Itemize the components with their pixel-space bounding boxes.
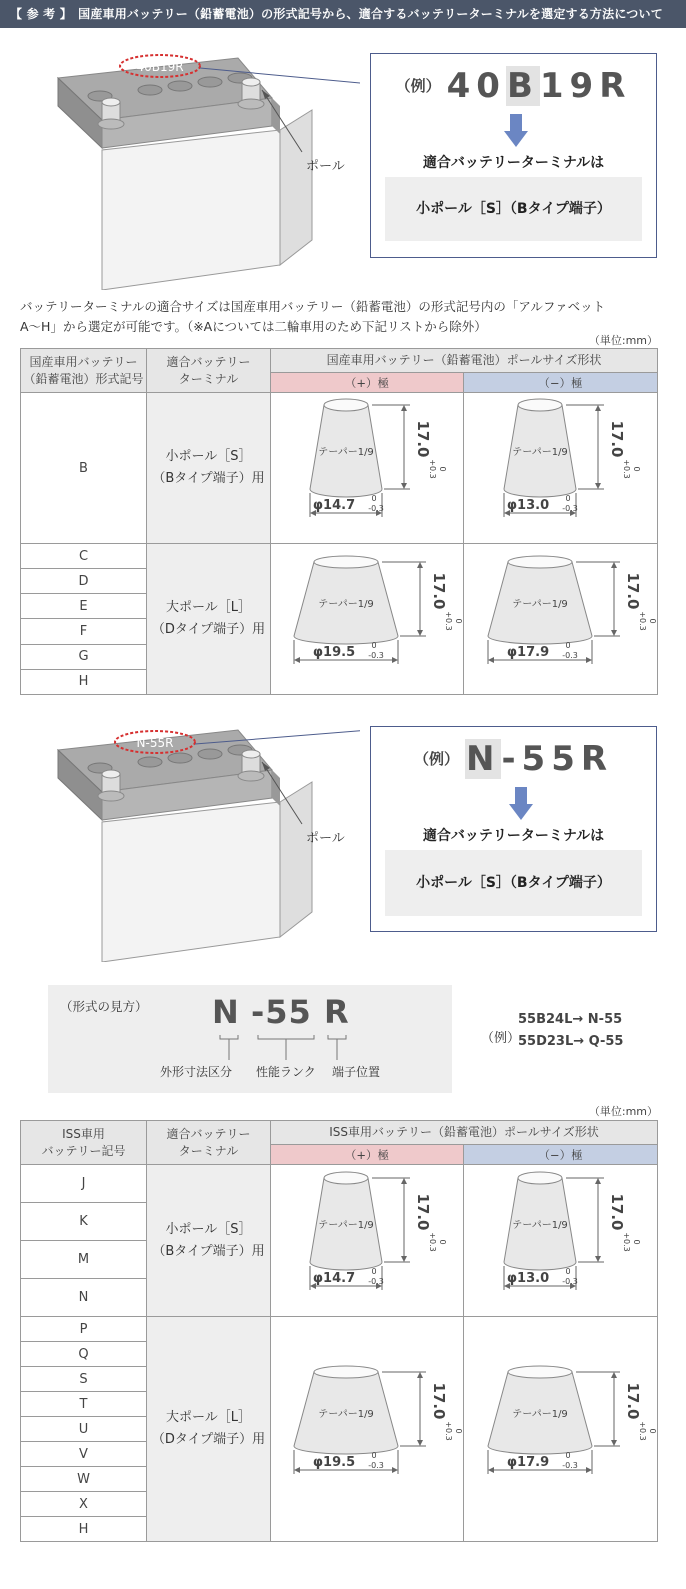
height-value: 17.0 <box>430 572 448 610</box>
diameter-tolerance-up: 0 <box>564 1451 571 1460</box>
format-example-prefix: （例） <box>481 1031 521 1046</box>
col-header-code: ISS車用 バッテリー記号 <box>21 1121 147 1165</box>
diameter-value: φ17.9 <box>506 1455 549 1470</box>
diameter-tolerance-up: 0 <box>371 641 377 650</box>
height-tolerance-down: 0 <box>454 618 463 624</box>
pole-label-1: ポール <box>306 159 345 174</box>
pole-top <box>518 399 562 411</box>
battery-label-2: N-55R <box>136 736 174 750</box>
height-tolerance-down: 0 <box>647 1428 657 1434</box>
code-cell: Q <box>21 1342 147 1367</box>
code-cell: T <box>21 1392 147 1417</box>
code-cell: F <box>21 619 147 644</box>
pole-top <box>508 1366 572 1378</box>
format-example-1: 55B24L→ N-55 <box>518 1012 623 1027</box>
code-cell: H <box>21 1517 147 1542</box>
height-tolerance-down: 0 <box>454 1428 463 1434</box>
down-arrow-icon <box>509 787 533 821</box>
diameter-tolerance-up: 0 <box>564 641 571 650</box>
format-bracket-lines <box>48 985 452 1093</box>
col-header-terminal: 適合バッテリー ターミナル <box>147 1121 271 1165</box>
terminal-cell: 小ポール［S］ （Bタイプ端子）用 <box>147 1165 271 1317</box>
height-tolerance-up: +0.3 <box>621 1231 631 1252</box>
terminal-cell: 大ポール［L］ （Dタイプ端子）用 <box>147 544 271 695</box>
taper-label: テーパー1/9 <box>318 599 374 610</box>
pole-top <box>324 1172 368 1184</box>
code-cell: X <box>21 1492 147 1517</box>
code-cell: H <box>21 669 147 694</box>
diameter-value: φ19.5 <box>312 1455 356 1470</box>
example-box-2 <box>370 726 657 932</box>
taper-label: テーパー1/9 <box>318 447 374 458</box>
plus-header: （+）極 <box>271 373 464 393</box>
diameter-tolerance-down: -0.3 <box>368 1461 384 1470</box>
height-tolerance-down: 0 <box>438 1238 447 1245</box>
pole-top <box>314 556 378 568</box>
pole-diagram <box>271 393 464 544</box>
intro-text: バッテリーターミナルの適合サイズは国産車用バッテリー（鉛蓄電池）の形式記号内の「アルファベット A〜H」から選定が可能です。（※Aについては二輪車用のため下記リストから除外） <box>20 299 606 334</box>
minus-header: （−）極 <box>464 373 658 393</box>
format-example-2: 55D23L→ Q-55 <box>518 1034 624 1049</box>
height-value: 17.0 <box>623 1382 642 1420</box>
pole-top <box>314 1366 378 1378</box>
pole-diagram <box>464 1317 658 1542</box>
format-caption: （形式の見方） <box>60 999 148 1014</box>
code-cell: E <box>21 594 147 619</box>
code-cell: N <box>21 1279 147 1317</box>
height-tolerance-up: +0.3 <box>428 459 437 479</box>
col-header-pole: ISS車用バッテリー（鉛蓄電池）ポールサイズ形状 <box>271 1121 658 1145</box>
unit-label-1: （単位:mm） <box>588 334 658 347</box>
height-value: 17.0 <box>607 1192 626 1231</box>
diameter-value: φ14.7 <box>312 1270 356 1286</box>
diameter-tolerance-down: -0.3 <box>368 504 384 513</box>
code-cell: K <box>21 1203 147 1241</box>
battery-label-1: 40B19R <box>136 60 184 74</box>
pole-diagram <box>271 1317 464 1542</box>
pole-diagram <box>464 1165 658 1317</box>
diameter-tolerance-up: 0 <box>371 1451 377 1460</box>
example-box-1 <box>370 53 657 258</box>
diameter-value: φ14.7 <box>312 498 356 513</box>
format-part-terminal: R <box>324 993 350 1031</box>
pole-label-2: ポール <box>306 831 345 846</box>
pole-diagram <box>271 544 464 695</box>
unit-label-2: （単位:mm） <box>588 1105 658 1118</box>
format-box <box>48 985 452 1093</box>
pole-diagram <box>464 544 658 695</box>
height-tolerance-down: 0 <box>631 1238 641 1245</box>
format-part-rank: -55 <box>251 993 312 1031</box>
diameter-tolerance-down: -0.3 <box>368 651 384 660</box>
code-cell: V <box>21 1442 147 1467</box>
height-value: 17.0 <box>414 1192 432 1231</box>
height-tolerance-down: 0 <box>631 466 641 472</box>
code-cell: C <box>21 544 147 569</box>
code-cell: M <box>21 1241 147 1279</box>
height-tolerance-down: 0 <box>647 618 657 624</box>
height-tolerance-up: +0.3 <box>444 1421 453 1441</box>
taper-label: テーパー1/9 <box>511 1409 568 1420</box>
taper-label: テーパー1/9 <box>511 599 568 610</box>
taper-label: テーパー1/9 <box>318 1219 374 1231</box>
diameter-tolerance-up: 0 <box>564 494 571 503</box>
col-header-terminal: 適合バッテリー ターミナル <box>147 349 271 393</box>
height-value: 17.0 <box>414 420 432 458</box>
page-header: 【 参 考 】 国産車用バッテリー（鉛蓄電池）の形式記号から、適合するバッテリーターミナルを選定する方法について <box>0 0 686 28</box>
height-tolerance-up: +0.3 <box>444 611 453 631</box>
code-cell: P <box>21 1317 147 1342</box>
pole-top <box>508 556 572 568</box>
code-cell: U <box>21 1417 147 1442</box>
diameter-value: φ19.5 <box>312 645 356 660</box>
taper-label: テーパー1/9 <box>318 1409 374 1420</box>
diameter-value: φ13.0 <box>506 1270 549 1286</box>
diameter-tolerance-up: 0 <box>371 494 377 503</box>
diameter-tolerance-down: -0.3 <box>561 504 578 513</box>
example-code-1: （例） 40B19R <box>395 66 632 106</box>
pole-diagram <box>271 1165 464 1317</box>
diameter-tolerance-down: -0.3 <box>561 1276 578 1286</box>
format-part-size: N <box>212 993 240 1031</box>
result-2: 小ポール［S］（Bタイプ端子） <box>385 850 642 916</box>
code-cell: G <box>21 644 147 669</box>
diameter-tolerance-down: -0.3 <box>368 1276 384 1286</box>
format-label-size: 外形寸法区分 <box>160 1065 233 1079</box>
diameter-tolerance-up: 0 <box>371 1266 377 1276</box>
height-value: 17.0 <box>623 572 642 610</box>
diameter-tolerance-up: 0 <box>564 1266 571 1276</box>
col-header-code: 国産車用バッテリー （鉛蓄電池）形式記号 <box>21 349 147 393</box>
pole-top <box>324 399 368 411</box>
height-value: 17.0 <box>607 420 626 458</box>
result-heading-1: 適合バッテリーターミナルは <box>422 155 605 171</box>
diameter-value: φ13.0 <box>506 498 549 513</box>
example-code-2: （例） N-55R <box>413 739 614 779</box>
format-label-terminal: 端子位置 <box>332 1065 381 1079</box>
format-label-rank: 性能ランク <box>256 1065 316 1079</box>
spec-table-1 <box>20 348 658 695</box>
diameter-value: φ17.9 <box>506 645 549 660</box>
pole-diagram <box>464 393 658 544</box>
col-header-pole: 国産車用バッテリー（鉛蓄電池）ポールサイズ形状 <box>271 349 658 373</box>
result-1: 小ポール［S］（Bタイプ端子） <box>385 177 642 241</box>
result-heading-2: 適合バッテリーターミナルは <box>422 828 605 844</box>
height-tolerance-up: +0.3 <box>428 1231 437 1252</box>
taper-label: テーパー1/9 <box>511 1219 568 1231</box>
code-cell: W <box>21 1467 147 1492</box>
minus-header: （−）極 <box>464 1145 658 1165</box>
height-tolerance-up: +0.3 <box>621 459 631 479</box>
taper-label: テーパー1/9 <box>511 447 568 458</box>
plus-header: （+）極 <box>271 1145 464 1165</box>
height-value: 17.0 <box>430 1382 448 1420</box>
pole-top <box>518 1172 562 1184</box>
diameter-tolerance-down: -0.3 <box>561 651 578 660</box>
height-tolerance-down: 0 <box>438 466 447 472</box>
spec-table-2 <box>20 1120 658 1542</box>
terminal-cell: 小ポール［S］ （Bタイプ端子）用 <box>147 393 271 544</box>
code-cell: B <box>21 393 147 544</box>
diameter-tolerance-down: -0.3 <box>561 1461 578 1470</box>
code-cell: J <box>21 1165 147 1203</box>
height-tolerance-up: +0.3 <box>637 611 647 631</box>
height-tolerance-up: +0.3 <box>637 1421 647 1441</box>
code-cell: D <box>21 569 147 594</box>
code-cell: S <box>21 1367 147 1392</box>
terminal-cell: 大ポール［L］ （Dタイプ端子）用 <box>147 1317 271 1542</box>
down-arrow-icon <box>504 114 528 148</box>
